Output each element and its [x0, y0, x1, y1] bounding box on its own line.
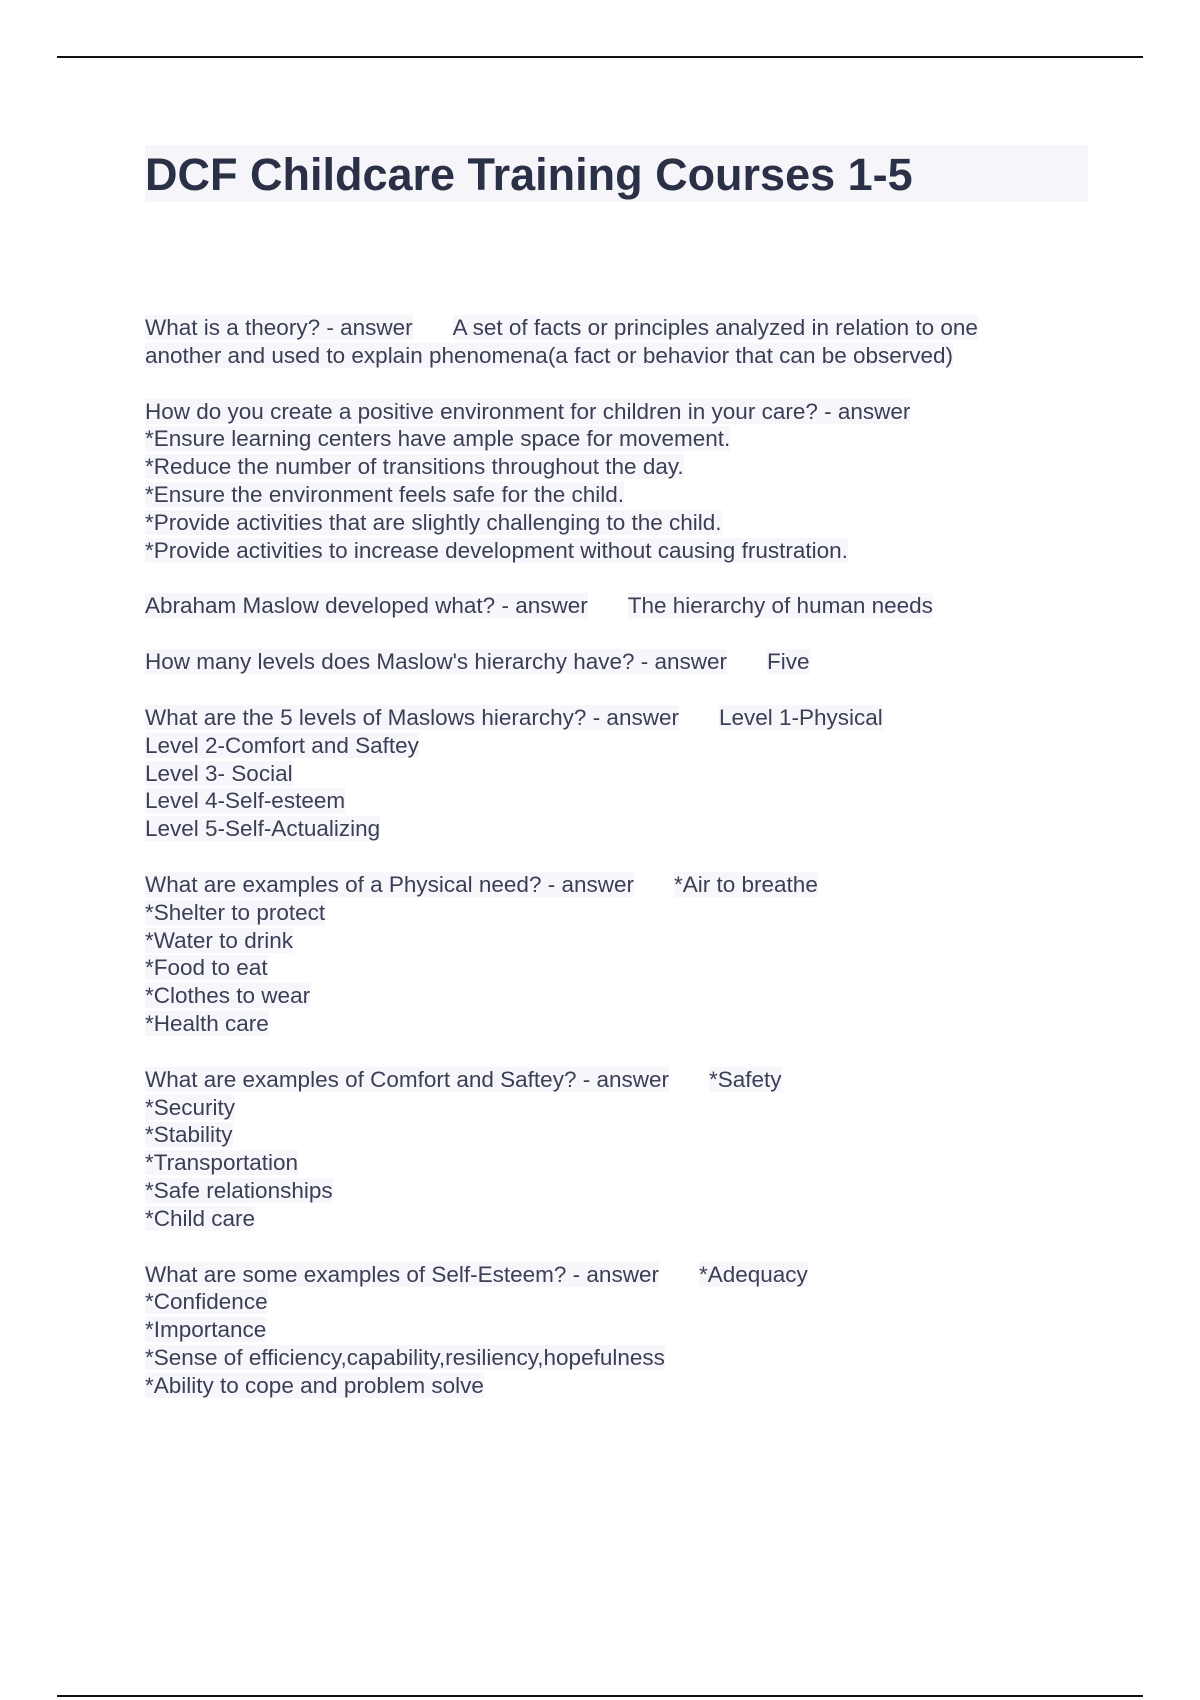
answer-line: *Ensure learning centers have ample space for movement. [145, 426, 731, 452]
question-text: What is a theory? - answer [145, 315, 413, 340]
answer-line: Level 3- Social [145, 760, 293, 786]
question-line [145, 1066, 1105, 1094]
answer-line: another and used to explain phenomena(a fact or behavior that can be observed) [145, 342, 954, 368]
top-rule [57, 56, 1143, 58]
question-line [145, 704, 1105, 732]
question-line [145, 1261, 1105, 1289]
answer-line: *Food to eat [145, 955, 268, 981]
answer-line: *Security [145, 1094, 236, 1120]
answer-line: *Importance [145, 1317, 267, 1343]
answer-text: *Safety [708, 1066, 782, 1092]
qa-item [145, 704, 1105, 843]
qa-item [145, 1066, 1105, 1233]
answer-line: *Ensure the environment feels safe for the child. [145, 481, 625, 507]
answer-line: *Reduce the number of transitions throughout the day. [145, 454, 684, 480]
question-line [145, 592, 1105, 620]
page-title: DCF Childcare Training Courses 1-5 [145, 149, 913, 200]
question-line [145, 871, 1105, 899]
answer-line: *Safe relationships [145, 1177, 333, 1203]
answer-text: Five [767, 649, 810, 675]
bottom-rule [57, 1695, 1143, 1697]
qa-item [145, 314, 1105, 370]
qa-item [145, 871, 1105, 1038]
answer-line: *Health care [145, 1010, 269, 1036]
answer-line: Level 4-Self-esteem [145, 788, 346, 814]
question-text: What are examples of Comfort and Saftey? - answer [145, 1066, 669, 1092]
question-text: Abraham Maslow developed what? - answer [145, 593, 588, 619]
answer-line: *Ability to cope and problem solve [145, 1372, 484, 1398]
qa-item [145, 648, 1105, 676]
qa-item [145, 398, 1105, 565]
answer-text: A set of facts or principles analyzed in relation to one [452, 315, 978, 340]
question-text: How many levels does Maslow's hierarchy have? - answer [145, 649, 728, 675]
answer-line: Level 2-Comfort and Saftey [145, 732, 419, 758]
answer-text: *Adequacy [698, 1261, 808, 1287]
qa-list [145, 314, 1105, 1428]
question-line [145, 398, 1105, 426]
answer-line: Level 5-Self-Actualizing [145, 816, 381, 842]
question-text: What are examples of a Physical need? - answer [145, 871, 634, 897]
answer-line: *Sense of efficiency,capability,resiliency,hopefulness [145, 1344, 665, 1370]
question-line [145, 314, 1105, 342]
answer-line: *Confidence [145, 1289, 268, 1315]
answer-line: *Water to drink [145, 927, 293, 953]
answer-line: *Transportation [145, 1150, 298, 1176]
answer-line: *Child care [145, 1205, 256, 1231]
qa-item [145, 1261, 1105, 1400]
answer-text: The hierarchy of human needs [627, 593, 933, 619]
title-block [145, 145, 1088, 202]
qa-item [145, 592, 1105, 620]
question-text: How do you create a positive environment for children in your care? - answer [145, 398, 911, 424]
question-text: What are some examples of Self-Esteem? - answer [145, 1261, 659, 1287]
question-text: What are the 5 levels of Maslows hierarchy? - answer [145, 704, 679, 730]
answer-text: *Air to breathe [674, 871, 818, 897]
answer-line: *Shelter to protect [145, 899, 326, 925]
question-line [145, 648, 1105, 676]
answer-text: Level 1-Physical [718, 704, 883, 730]
answer-line: *Clothes to wear [145, 983, 311, 1009]
answer-line: *Stability [145, 1122, 233, 1148]
answer-line: *Provide activities to increase development without causing frustration. [145, 537, 848, 563]
answer-line: *Provide activities that are slightly challenging to the child. [145, 509, 722, 535]
